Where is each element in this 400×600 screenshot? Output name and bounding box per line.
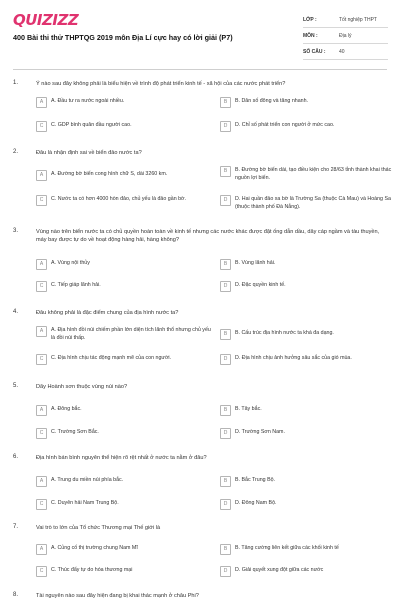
option-text: A. Đầu tư ra nước ngoài nhiều. <box>51 98 125 104</box>
option-text: B. Cấu trúc địa hình nước ta khá đa dạng. <box>235 330 334 336</box>
question-text: Địa hình bán bình nguyên thể hiện rõ rệt nhất ở nước ta nằm ở đâu? <box>36 455 207 461</box>
question-2 <box>13 149 392 210</box>
option-a[interactable] <box>36 259 211 270</box>
option-text: C. Trường Sơn Bắc. <box>51 429 99 435</box>
option-text: D. Địa hình chịu ảnh hưởng sâu sắc của gió mùa. <box>235 355 352 361</box>
option-badge: A <box>36 259 47 270</box>
option-b[interactable] <box>220 97 395 108</box>
option-b[interactable] <box>220 476 395 487</box>
meta-value: Tốt nghiệp THPT <box>339 16 377 23</box>
option-badge: A <box>36 544 47 555</box>
option-badge: A <box>36 326 47 337</box>
question-8 <box>13 592 388 600</box>
option-text: A. Củng cố thị trường chung Nam Mĩ <box>51 545 138 551</box>
option-text: B. Đường bờ biển dài, tạo điều kiện cho 28/63 tỉnh thành khai thác nguồn lợi biển. <box>235 167 392 181</box>
option-text: C. Nước ta có hơn 4000 hòn đảo, chủ yếu là đảo gần bờ. <box>51 196 186 202</box>
option-text: D. Đông Nam Bộ. <box>235 500 277 506</box>
question-text: Đâu không phải là đặc điểm chung của địa hình nước ta? <box>36 310 179 316</box>
question-5 <box>13 383 388 436</box>
question-6 <box>13 454 388 507</box>
option-a[interactable] <box>36 170 211 181</box>
option-text: D. Chỉ số phát triển con người ở mức cao. <box>235 122 335 128</box>
option-a[interactable] <box>36 476 211 487</box>
question-3 <box>13 228 388 289</box>
option-badge: C <box>36 121 47 132</box>
meta-value: 40 <box>339 48 345 55</box>
option-d[interactable] <box>220 281 395 292</box>
option-b[interactable] <box>220 166 395 182</box>
option-badge: D <box>220 566 231 577</box>
option-badge: D <box>220 354 231 365</box>
option-c[interactable] <box>36 566 211 577</box>
question-7 <box>13 524 388 574</box>
option-c[interactable] <box>36 499 211 510</box>
option-badge: C <box>36 428 47 439</box>
option-text: B. Dân số đông và tăng nhanh. <box>235 98 309 104</box>
option-a[interactable] <box>36 326 211 342</box>
option-c[interactable] <box>36 195 211 206</box>
option-text: A. Đông bắc. <box>51 406 82 412</box>
option-text: C. Duyên hải Nam Trung Bộ. <box>51 500 119 506</box>
option-text: D. Trường Sơn Nam. <box>235 429 285 435</box>
question-number: 1. <box>13 80 19 86</box>
option-badge: C <box>36 281 47 292</box>
option-badge: D <box>220 195 231 206</box>
option-badge: B <box>220 405 231 416</box>
option-badge: A <box>36 476 47 487</box>
option-badge: D <box>220 121 231 132</box>
option-badge: C <box>36 499 47 510</box>
option-c[interactable] <box>36 354 211 365</box>
option-text: B. Bắc Trung Bộ. <box>235 477 276 483</box>
option-badge: D <box>220 281 231 292</box>
header <box>0 0 400 64</box>
option-b[interactable] <box>220 329 395 340</box>
meta-key: SỐ CÂU : <box>303 48 326 55</box>
question-4 <box>13 309 388 362</box>
question-number: 6. <box>13 454 19 460</box>
meta-row-class <box>303 12 388 28</box>
option-text: A. Đường bờ biển cong hình chữ S, dài 3260 km. <box>51 171 168 177</box>
option-text: D. Đặc quyền kinh tế. <box>235 282 286 288</box>
option-text: D. Giải quyết xung đột giữa các nước <box>235 567 324 573</box>
option-d[interactable] <box>220 499 395 510</box>
option-c[interactable] <box>36 121 211 132</box>
option-c[interactable] <box>36 428 211 439</box>
option-badge: B <box>220 329 231 340</box>
option-text: B. Vùng lãnh hải. <box>235 260 276 266</box>
option-b[interactable] <box>220 259 395 270</box>
option-c[interactable] <box>36 281 211 292</box>
question-text: Đâu là nhận định sai về biển đảo nước ta? <box>36 150 142 156</box>
document-title: 400 Bài thi thử THPTQG 2019 môn Địa Lí cực hay có lời giải (P7) <box>13 33 233 42</box>
option-b[interactable] <box>220 544 395 555</box>
option-d[interactable] <box>220 428 395 439</box>
option-text: C. GDP bình quân đầu người cao. <box>51 122 132 128</box>
header-divider <box>13 69 387 70</box>
question-text: Vai trò to lớn của Tổ chức Thương mại Thế giới là <box>36 525 161 531</box>
question-number: 3. <box>13 228 19 234</box>
option-badge: C <box>36 195 47 206</box>
option-badge: D <box>220 499 231 510</box>
quizizz-logo: QUIZIZZ <box>13 11 79 29</box>
option-badge: B <box>220 97 231 108</box>
option-d[interactable] <box>220 195 395 211</box>
meta-row-count <box>303 44 388 60</box>
option-badge: D <box>220 428 231 439</box>
option-a[interactable] <box>36 97 211 108</box>
question-number: 7. <box>13 524 19 530</box>
option-text: A. Vùng nội thủy <box>51 260 90 266</box>
option-text: A. Địa hình đồi núi chiếm phần lớn diện tích lãnh thổ nhưng chủ yếu là đồi núi thấp. <box>51 327 211 341</box>
option-text: C. Địa hình chịu tác động mạnh mẽ của con người. <box>51 355 172 361</box>
option-badge: C <box>36 566 47 577</box>
option-badge: B <box>220 259 231 270</box>
option-text: C. Tiếp giáp lãnh hải. <box>51 282 101 288</box>
question-number: 2. <box>13 149 19 155</box>
question-text: Ý nào sau đây không phải là biểu hiện về trình độ phát triển kinh tế - xã hội của các nước phát triển? <box>36 81 286 87</box>
option-text: D. Hai quần đảo xa bờ là Trường Sa (thuộc Cà Mau) và Hoàng Sa (thuộc thành phố Đà Nẵng). <box>235 196 391 210</box>
meta-key: MÔN : <box>303 32 318 39</box>
option-a[interactable] <box>36 544 211 555</box>
option-text: B. Tăng cường liên kết giữa các khối kinh tế <box>235 545 339 551</box>
option-badge: B <box>220 544 231 555</box>
option-d[interactable] <box>220 121 395 132</box>
option-b[interactable] <box>220 405 395 416</box>
option-d[interactable] <box>220 354 395 365</box>
option-text: B. Tây bắc. <box>235 406 262 412</box>
meta-row-subject <box>303 28 388 44</box>
option-badge: A <box>36 97 47 108</box>
meta-table <box>303 12 388 60</box>
option-a[interactable] <box>36 405 211 416</box>
question-number: 8. <box>13 592 19 598</box>
meta-key: LỚP : <box>303 16 317 23</box>
question-number: 5. <box>13 383 19 389</box>
question-number: 4. <box>13 309 19 315</box>
question-text: Tài nguyên nào sau đây hiện đang bị khai thác mạnh ở châu Phi? <box>36 593 199 599</box>
question-text: Dãy Hoành sơn thuộc vùng núi nào? <box>36 384 128 390</box>
question-text: Vùng nào trên biển nước ta có chủ quyền hoàn toàn về kinh tế nhưng các nước khác được đặt ống dẫn dầu, dây cáp ngầm và tàu thuyền, máy bay được tự do về hoạt động hàng hải, hàng không? <box>36 229 380 244</box>
meta-value: Địa lý <box>339 32 352 39</box>
option-badge: A <box>36 170 47 181</box>
option-badge: C <box>36 354 47 365</box>
option-text: C. Thúc đẩy tự do hóa thương mại <box>51 567 133 573</box>
option-badge: B <box>220 476 231 487</box>
option-d[interactable] <box>220 566 395 577</box>
option-text: A. Trung du miền núi phía bắc. <box>51 477 124 483</box>
option-badge: B <box>220 166 231 177</box>
question-1 <box>13 80 388 129</box>
option-badge: A <box>36 405 47 416</box>
